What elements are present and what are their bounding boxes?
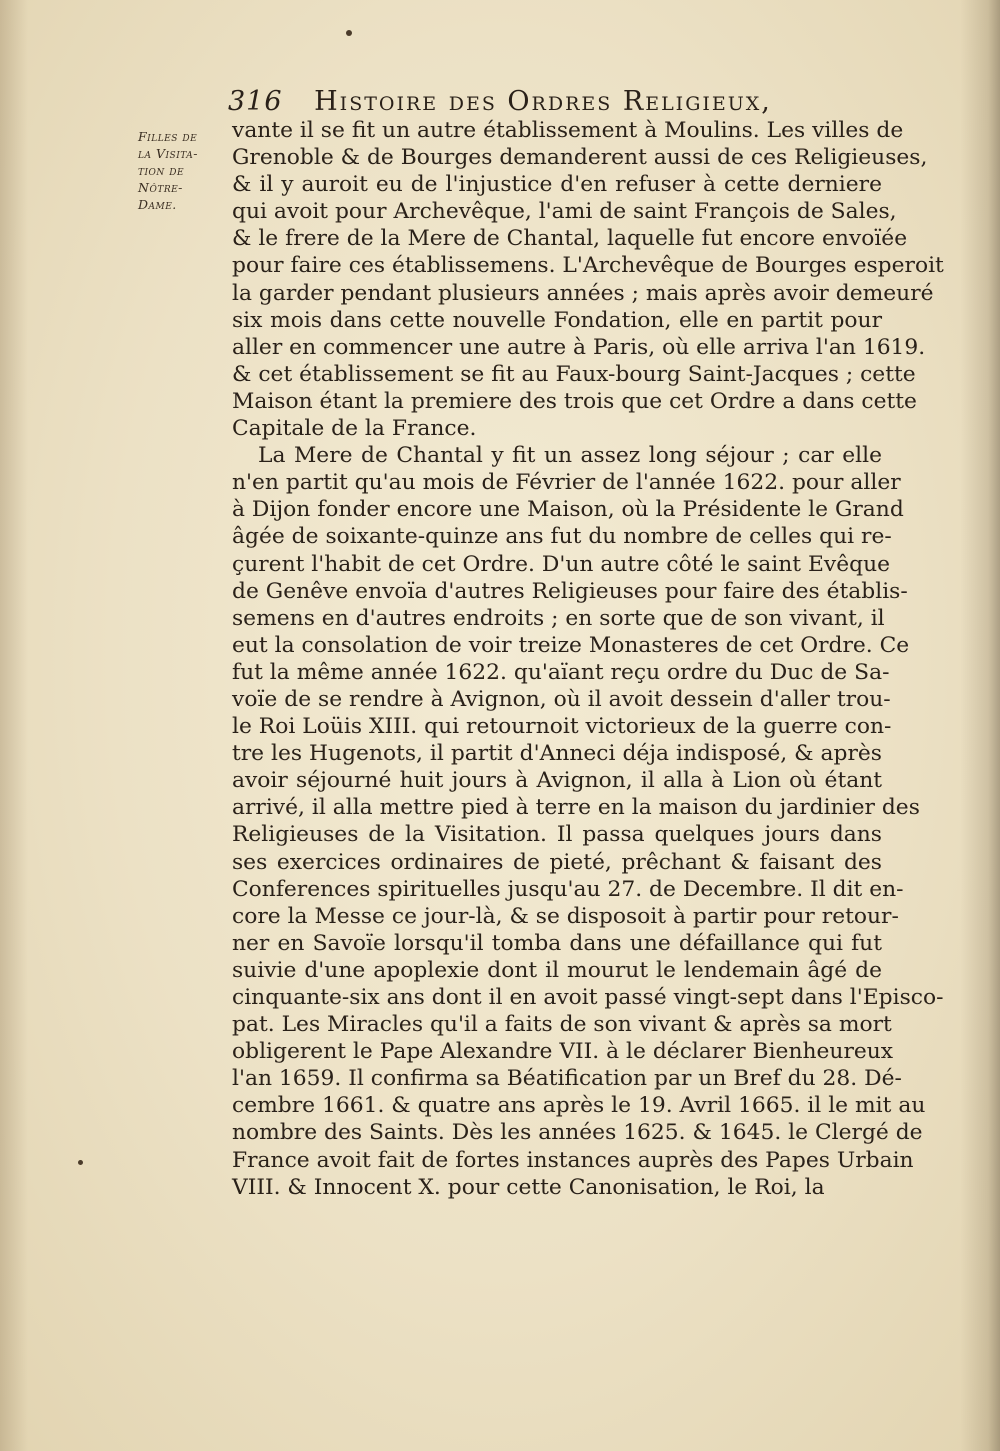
text-line: cinquante-six ans dont il en avoit passé vingt-sept dans l'Episco- <box>232 985 944 1010</box>
body-text <box>232 117 944 1201</box>
margin-note-line: tion de <box>138 163 185 178</box>
margin-note-line: Nôtre- <box>138 180 183 195</box>
page-edge-shadow <box>960 0 1000 1451</box>
page-gutter-shadow <box>0 0 28 1451</box>
text-line: Capitale de la France. <box>232 416 477 442</box>
text-line: & cet établissement se fit au Faux-bourg Saint-Jacques ; cette <box>232 361 916 387</box>
text-line: cembre 1661. & quatre ans après le 19. Avril 1665. il le mit au <box>232 1093 926 1119</box>
text-line: avoir séjourné huit jours à Avignon, il alla à Lion où étant <box>232 768 882 794</box>
text-line: La Mere de Chantal y fit un assez long séjour ; car elle <box>258 443 882 469</box>
margin-note <box>138 128 222 213</box>
text-line: ner en Savoïe lorsqu'il tomba dans une défaillance qui fut <box>232 930 882 956</box>
text-line: eut la consolation de voir treize Monasteres de cet Ordre. Ce <box>232 632 910 658</box>
text-line: fut la même année 1622. qu'aïant reçu ordre du Duc de Sa- <box>232 659 890 685</box>
text-line: Maison étant la premiere des trois que cet Ordre a dans cette <box>232 388 917 414</box>
page-number: 316 <box>228 86 283 117</box>
text-line: le Roi Loüis XIII. qui retournoit victorieux de la guerre con- <box>232 714 892 740</box>
text-line: suivie d'une apoplexie dont il mourut le lendemain âgé de <box>232 957 882 983</box>
text-line: voïe de se rendre à Avignon, où il avoit dessein d'aller trou- <box>232 686 891 712</box>
margin-note-line: la Visita- <box>138 146 198 161</box>
text-line: aller en commencer une autre à Paris, où elle arriva l'an 1619. <box>232 334 926 360</box>
margin-note-line: Dame. <box>138 197 177 212</box>
text-line: vante il se fit un autre établissement à Moulins. Les villes de <box>232 118 904 143</box>
text-line: à Dijon fonder encore une Maison, où la Présidente le Grand <box>232 497 904 523</box>
text-line: core la Messe ce jour-là, & se disposoit à partir pour retour- <box>232 903 899 929</box>
text-line: six mois dans cette nouvelle Fondation, elle en partit pour <box>232 307 882 333</box>
text-line: ses exercices ordinaires de pieté, prêchant & faisant des <box>232 849 882 875</box>
text-line: nombre des Saints. Dès les années 1625. & 1645. le Clergé de <box>232 1120 923 1146</box>
text-line: qui avoit pour Archevêque, l'ami de saint François de Sales, <box>232 199 897 225</box>
text-line: tre les Hugenots, il partit d'Anneci déja indisposé, & après <box>232 741 882 767</box>
text-line: âgée de soixante-quinze ans fut du nombre de celles qui re- <box>232 524 892 550</box>
text-line: pat. Les Miracles qu'il a faits de son vivant & après sa mort <box>232 1012 892 1038</box>
text-line: & il y auroit eu de l'injustice d'en refuser à cette derniere <box>232 172 882 198</box>
text-line: Conferences spirituelles jusqu'au 27. de Decembre. Il dit en- <box>232 876 904 902</box>
text-line: la garder pendant plusieurs années ; mais après avoir demeuré <box>232 280 934 306</box>
text-line: France avoit fait de fortes instances auprès des Papes Urbain <box>232 1147 914 1173</box>
ink-speck <box>346 30 352 36</box>
text-line: n'en partit qu'au mois de Février de l'année 1622. pour aller <box>232 470 901 496</box>
ink-speck <box>78 1160 83 1165</box>
text-line: arrivé, il alla mettre pied à terre en la maison du jardinier des <box>232 795 920 821</box>
text-line: Religieuses de la Visitation. Il passa quelques jours dans <box>232 822 882 848</box>
running-title: Histoire des Ordres Religieux, <box>314 86 772 117</box>
text-line: & le frere de la Mere de Chantal, laquelle fut encore envoïée <box>232 226 908 252</box>
text-line: l'an 1659. Il confirma sa Béatification par un Bref du 28. Dé- <box>232 1066 902 1092</box>
text-line: pour faire ces établissemens. L'Archevêque de Bourges esperoit <box>232 253 944 279</box>
text-line: semens en d'autres endroits ; en sorte que de son vivant, il <box>232 605 885 631</box>
text-line: de Genêve envoïa d'autres Religieuses pour faire des établis- <box>232 578 908 604</box>
text-line: VIII. & Innocent X. pour cette Canonisation, le Roi, la <box>232 1174 825 1200</box>
text-line: çurent l'habit de cet Ordre. D'un autre côté le saint Evêque <box>232 551 891 577</box>
text-line: Grenoble & de Bourges demanderent aussi de ces Religieuses, <box>232 145 928 171</box>
margin-note-line: Filles de <box>138 129 198 144</box>
text-line: obligerent le Pape Alexandre VII. à le déclarer Bienheureux <box>232 1039 894 1065</box>
